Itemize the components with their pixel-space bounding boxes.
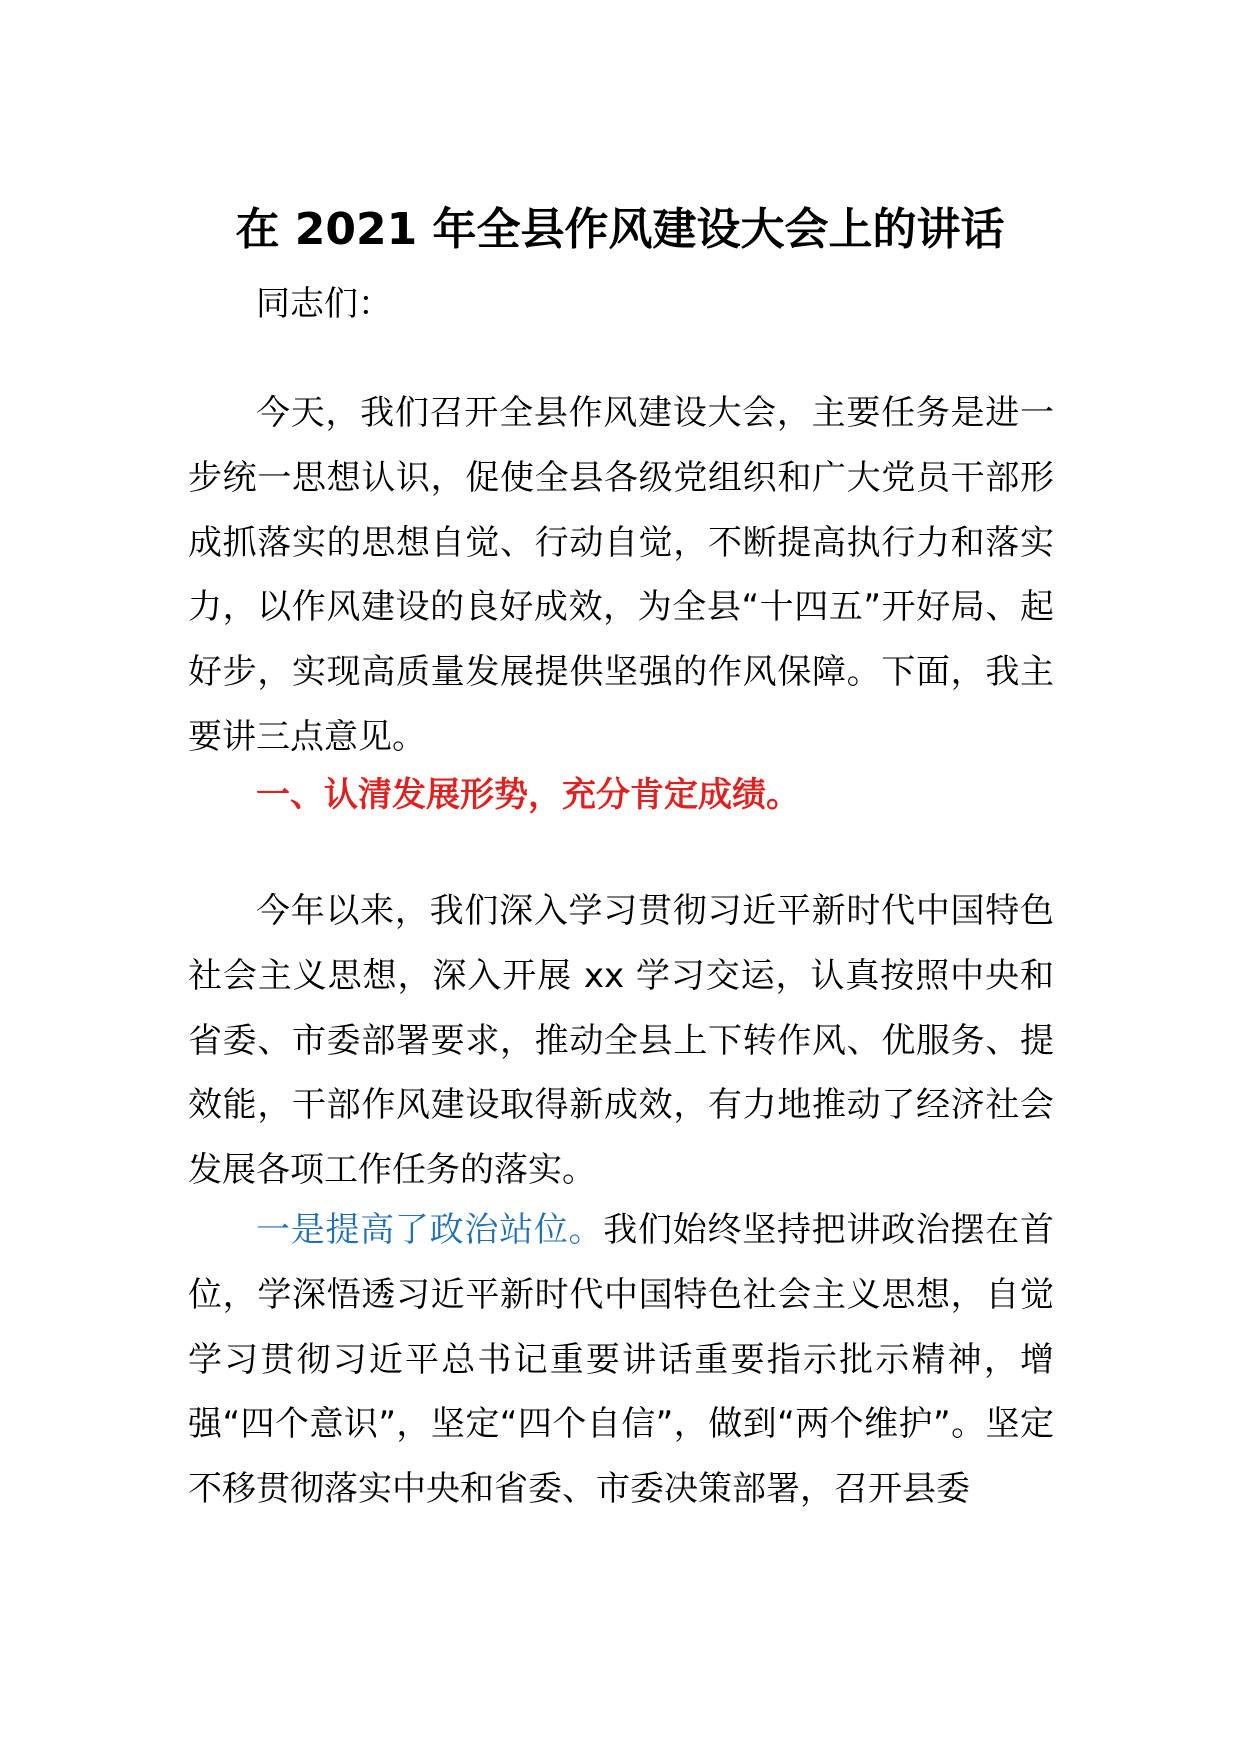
document-title: 在 2021 年全县作风建设大会上的讲话 [235,204,1005,255]
intro-paragraph: 今天，我们召开全县作风建设大会，主要任务是进一步统一思想认识，促使全县各级党组织和广大党员干部形成抓落实的思想自觉、行动自觉，不断提高执行力和落实力，以作风建设的良好成效，为全县“十四五”开好局、起好步，实现高质量发展提供坚强的作风保障。下面，我主要讲三点意见。 [188,393,1054,757]
section-1-heading-text: 一、认清发展形势，充分肯定成绩。 [256,775,800,815]
point-1-lead: 一是提高了政治站位。 [256,1210,604,1250]
point-1-body: 我们始终坚持把讲政治摆在首位，学深悟透习近平新时代中国特色社会主义思想，自觉学习贯彻习近平总书记重要讲话重要指示批示精神，增强“四个意识”，坚定“四个自信”，做到“两个维护”。坚定不移贯彻落实中央和省委、市委决策部署，召开县委 [188,1210,1055,1510]
section-1-heading [188,763,1054,828]
section-1-summary-paragraph: 今年以来，我们深入学习贯彻习近平新时代中国特色社会主义思想，深入开展 xx 学习交运，认真按照中央和省委、市委部署要求，推动全县上下转作风、优服务、提效能，干部作风建设取得新成效，有力地推动了经济社会发展各项工作任务的落实。 [188,891,1054,1191]
point-1-paragraph [188,1198,1054,1522]
salutation: 同志们： [256,284,392,324]
